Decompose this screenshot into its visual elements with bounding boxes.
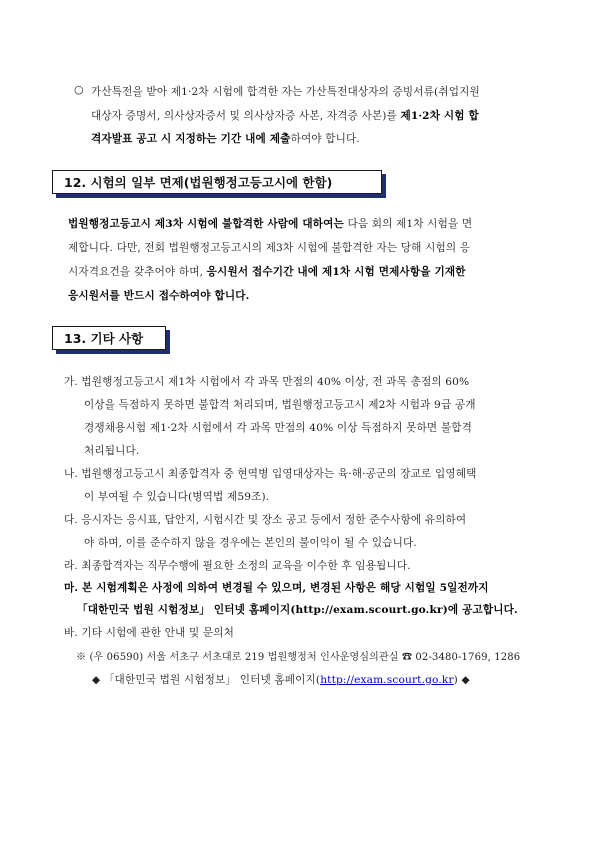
text-run: 다음 회의 제1차 시험을 면 [343, 218, 473, 230]
bold-text-line: 응시원서를 반드시 접수하여야 합니다. [68, 290, 250, 302]
text-line [68, 216, 472, 231]
text-line: 제합니다. 다만, 전회 법원행정고등고시의 제3차 시험에 불합격한 자는 당해 시험의 응 [68, 242, 471, 254]
text-line [68, 264, 466, 279]
list-item: 라. 최종합격자는 직무수행에 필요한 소정의 교육을 이수한 후 임용됩니다. [64, 560, 411, 572]
text-run: 하여야 합니다. [290, 133, 360, 145]
bold-text: 법원행정고등고시 제3차 시험에 불합격한 사람에 대하여는 [68, 218, 344, 230]
circle-bullet-icon: ○ [74, 83, 84, 96]
website-link[interactable]: http://exam.scourt.go.kr [320, 674, 454, 686]
text-line: 처리됩니다. [84, 445, 140, 457]
section-heading-13: 13. 기타 사항 [52, 326, 166, 350]
bold-text-line: 「대한민국 법원 시험정보」 인터넷 홈페이지(http://exam.scourt.go.kr)에 공고합니다. [77, 604, 518, 616]
text-line [91, 108, 479, 123]
bold-text: 응시원서 접수기간 내에 제1차 시험 면제사항을 기재한 [206, 266, 466, 278]
text-line: 경쟁채용시험 제1·2차 시험에서 각 과목 만점의 40% 이상 득점하지 못하면 불합격 [84, 422, 472, 434]
bold-text: 제1·2차 시험 합 [400, 110, 479, 122]
bold-text: 격자발표 공고 시 지정하는 기간 내에 제출 [91, 133, 291, 145]
list-item-bold: 마. 본 시험계획은 사정에 의하여 변경될 수 있으며, 변경된 사항은 해당 시험일 5일전까지 [64, 582, 489, 594]
text-run: 시자격요건을 갖추어야 하며, [68, 266, 207, 278]
list-item: 나. 법원행정고등고시 최종합격자 중 현역병 입영대상자는 육·해·공군의 장교로 입영혜택 [64, 468, 477, 480]
text-line: 이상을 득점하지 못하면 불합격 처리되며, 법원행정고등고시 제2차 시험과 9급 공개 [84, 399, 476, 411]
website-line [92, 672, 470, 687]
text-run: ) ◆ [453, 674, 470, 686]
section-heading-12: 12. 시험의 일부 면제(법원행정고등고시에 한함) [52, 170, 382, 194]
text-line: 야 하며, 이를 준수하지 않을 경우에는 본인의 불이익이 될 수 있습니다. [84, 537, 417, 549]
list-item: 바. 기타 시험에 관한 안내 및 문의처 [64, 627, 234, 639]
list-item: 다. 응시자는 응시표, 답안지, 시험시간 및 장소 공고 등에서 정한 준수사항에 유의하여 [64, 514, 467, 526]
text-line: 가산특전을 받아 제1·2차 시험에 합격한 자는 가산특전대상자의 증빙서류(취업지원 [91, 86, 480, 98]
text-run: ◆ 「대한민국 법원 시험정보」 인터넷 홈페이지( [92, 674, 321, 686]
text-line [91, 131, 360, 146]
text-line: 이 부여될 수 있습니다(병역법 제59조). [84, 491, 270, 503]
text-run: 대상자 증명서, 의사상자증서 및 의사상자증 사본, 자격증 사본)를 [91, 110, 401, 122]
list-item: 가. 법원행정고등고시 제1차 시험에서 각 과목 만점의 40% 이상, 전 과목 총점의 60% [64, 376, 470, 388]
contact-line: ※ (우 06590) 서울 서초구 서초대로 219 법원행정처 인사운영심의관실 ☎ 02-3480-1769, 1286 [76, 652, 521, 663]
